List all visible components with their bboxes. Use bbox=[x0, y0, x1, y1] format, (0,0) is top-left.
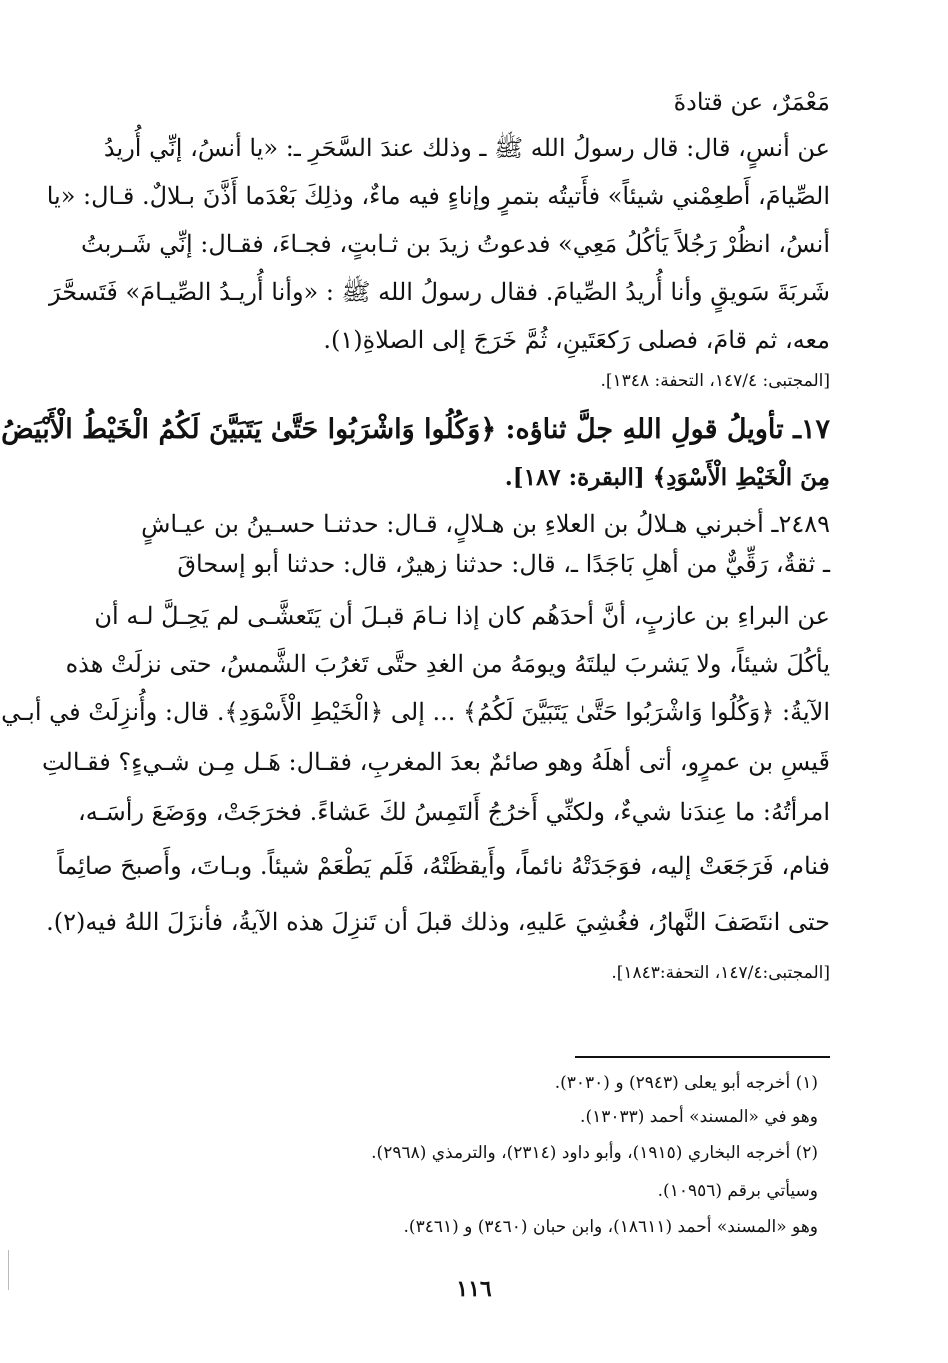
hadith-text-line: قَيسِ بن عمرٍو، أتى أهلَهُ وهو صائمٌ بعدَ المغربِ، فقـال: هَـل مِـن شـيءٍ؟ فقـالتِ bbox=[41, 748, 830, 776]
hadith-text-line: أنسُ، انظُرْ رَجُلاً يَأكُلُ مَعِي» فدعوتُ زيدَ بن ثـابتٍ، فجـاءَ، فقـال: إنِّي شَـربتُ bbox=[81, 230, 830, 258]
hadith-text-line: حتى انتَصَفَ النَّهارُ، فغُشِيَ عَليهِ، وذلك قبلَ أن تَنزِلَ هذه الآيةُ، فأنزَلَ اللهُ فيه(٢). bbox=[46, 908, 830, 936]
footnote-line: وسيأتي برقم (١٠٩٥٦). bbox=[657, 1181, 818, 1201]
hadith-text-line: يأكُلَ شيئاً، ولا يَشربَ ليلتَهُ ويومَهُ من الغدِ حتَّى تَغرُبَ الشَّمسُ، حتى نزلَتْ هذه bbox=[65, 650, 830, 678]
chapter-heading-cont: مِنَ الْخَيْطِ الْأَسْوَدِ﴾ [البقرة: ١٨٧]. bbox=[504, 464, 830, 491]
footnote-line: وهو «المسند» أحمد (١٨٦١١)، وابن حبان (٣٤٦٠) و (٣٤٦١). bbox=[403, 1217, 818, 1237]
hadith-text-line: الصِّيامَ، أَطعِمْني شيئاً» فأَتيتُه بتمرٍ وإناءٍ فيه ماءٌ، وذلِكَ بَعْدَما أَذَّنَ بـلالٌ. قـال: «يا bbox=[46, 182, 830, 210]
reference-line: [المجتبى: ١٤٧/٤، التحفة: ١٣٤٨]. bbox=[600, 371, 830, 391]
hadith-text-line: معه، ثم قامَ، فصلى رَكعَتَينِ، ثُمَّ خَرَجَ إلى الصلاةِ(١). bbox=[323, 326, 830, 354]
hadith-text-line: شَربَةَ سَويقٍ وأنا أُريدُ الصِّيامَ. فقال رسولُ الله ﷺ : «وأنا أُريـدُ الصِّيـامَ» فَتَسحَّرَ bbox=[49, 278, 830, 306]
chapter-heading: ١٧ـ تأويلُ قولِ اللهِ جلَّ ثناؤه: ﴿وَكُلُوا وَاشْرَبُوا حَتَّىٰ يَتَبَيَّنَ لَكُمُ الْخَيْطُ الْأَبْيَضُ bbox=[1, 414, 830, 445]
hadith-number-line: ٢٤٨٩ـ أخبرني هـلالُ بن العلاءِ بن هـلالٍ، قـال: حدثنـا حسـينُ بن عيـاشٍ bbox=[141, 510, 830, 538]
hadith-text-line: فنام، فَرَجَعَتْ إليه، فوَجَدَتْهُ نائماً، وأَيقظَتْهُ، فَلَم يَطْعَمْ شيئاً. وبـاتَ، وأَصبحَ صائِماً bbox=[57, 852, 830, 880]
isnad-line: ـ ثقةٌ، رَقِّيٌّ من أهلِ بَاجَدًا ـ، قال: حدثنا زهيرٌ، قال: حدثنا أبو إسحاقَ bbox=[177, 550, 830, 578]
hadith-text-line: الآيةُ: ﴿وَكُلُوا وَاشْرَبُوا حَتَّىٰ يَتَبَيَّنَ لَكُمُ﴾ ... إلى ﴿الْخَيْطِ الْأَسْوَدِ﴾. قال: وأُنزِلَتْ في أبـي bbox=[1, 698, 830, 726]
hadith-text-line: عن أنسٍ، قال: قال رسولُ الله ﷺ ـ وذلك عندَ السَّحَرِ ـ: «يا أنسُ، إنِّي أُريدُ bbox=[103, 134, 830, 162]
footnote-line: (١) أخرجه أبو يعلى (٢٩٤٣) و (٣٠٣٠). bbox=[554, 1073, 818, 1093]
reference-line: [المجتبى:١٤٧/٤، التحفة:١٨٤٣]. bbox=[611, 963, 830, 983]
page-number: ١١٦ bbox=[456, 1276, 492, 1302]
hadith-text-line: عن البراءِ بن عازبٍ، أنَّ أحدَهُم كان إذا نـامَ قبـلَ أن يَتَعشَّـى لم يَحِـلَّ لـه أن bbox=[94, 602, 830, 630]
footnote-separator bbox=[575, 1056, 830, 1058]
footnote-line: (٢) أخرجه البخاري (١٩١٥)، وأبو داود (٢٣١٤)، والترمذي (٢٩٦٨). bbox=[371, 1143, 818, 1163]
hadith-text-line: امرأتُهُ: ما عِندَنا شيءٌ، ولكنِّي أَخرُجُ أَلتَمِسُ لكَ عَشاءً. فخرَجَتْ، ووَضَعَ رأسَـه، bbox=[78, 798, 830, 826]
scan-artifact bbox=[8, 1250, 9, 1290]
isnad-line: مَعْمَرٌ، عن قتادةَ bbox=[673, 88, 830, 116]
footnote-line: وهو في «المسند» أحمد (١٣٠٣٣). bbox=[580, 1107, 818, 1127]
